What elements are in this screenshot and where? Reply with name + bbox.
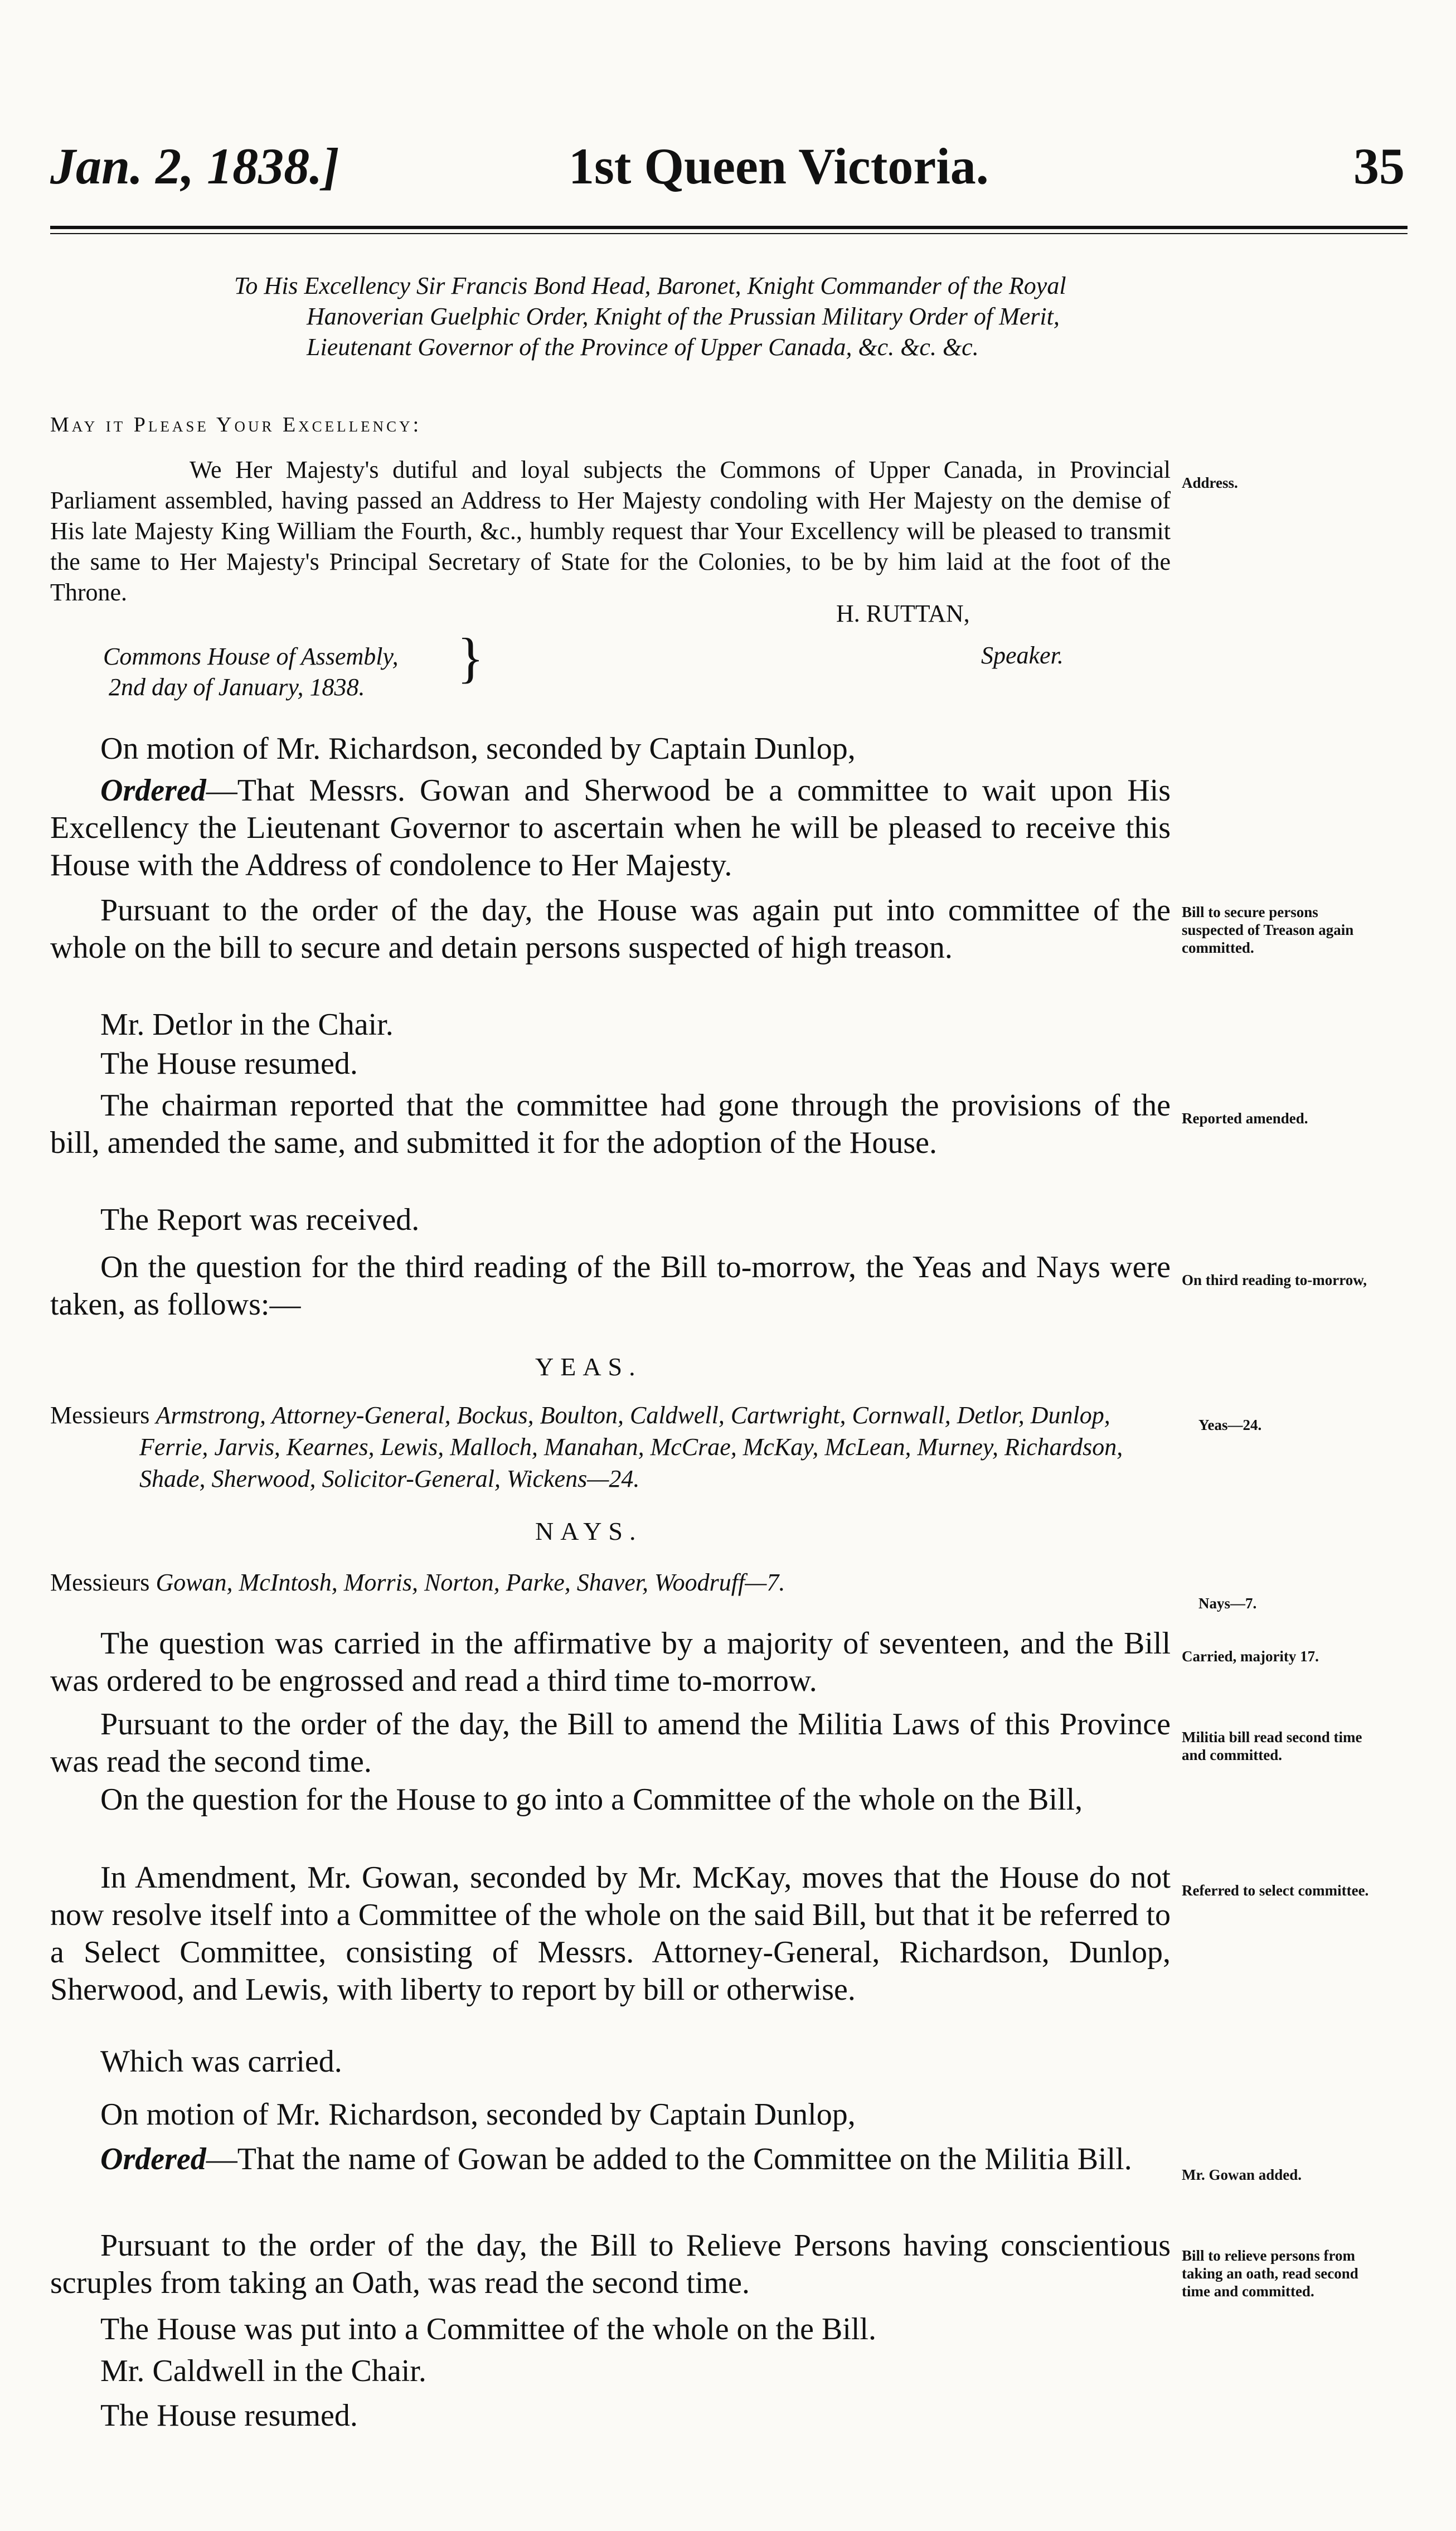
motion2-intro: On motion of Mr. Richardson, seconded by Captain Dunlop, [100, 2097, 856, 2132]
brace-glyph: } [457, 627, 484, 688]
sidenote-oath: Bill to relieve persons from taking an oath, read second time and committed. [1182, 2247, 1358, 2300]
treason-chair: Mr. Detlor in the Chair. [100, 1007, 394, 1042]
sidenote-carried: Carried, majority 17. [1182, 1648, 1319, 1665]
page-number: 35 [1353, 138, 1405, 195]
header-rule-thick [50, 226, 1408, 229]
address-body: We Her Majesty's dutiful and loyal subjects the Commons of Upper Canada, in Provincial Parliament assembled, having passed an Address to Her Majesty condoling with Her Majesty on the demise of His late Majesty King William the Fourth, &c., humbly request thar Your Excellency will be pleased to transmit the same to Her Majesty's Principal Secretary of State for the Colonies, to be by him laid at the foot of the Throne. [50, 456, 1171, 606]
commons-dateline: Commons House of Assembly, 2nd day of January, 1838. [103, 643, 399, 701]
treason-resumed: The House resumed. [100, 1046, 358, 1081]
motion1-intro: On motion of Mr. Richardson, seconded by Captain Dunlop, [100, 731, 856, 766]
speaker-name: H. RUTTAN, [836, 600, 970, 627]
sidenote-nays: Nays—7. [1198, 1595, 1257, 1612]
header-reign: 1st Queen Victoria. [569, 138, 989, 195]
treason-report: The chairman reported that the committee had gone through the provisions of the bill, amended the same, and submitted it for the adoption of the House. [50, 1088, 1171, 1160]
sidenote-treason: Bill to secure persons suspected of Treason again committed. [1182, 904, 1354, 956]
yeas-caption: YEAS. [535, 1352, 642, 1381]
sidenote-select-committee: Referred to select committee. [1182, 1882, 1369, 1899]
militia-question: On the question for the House to go into a Committee of the whole on the Bill, [100, 1782, 1083, 1817]
nays-list: Messieurs Gowan, McIntosh, Morris, Norton, Parke, Shaver, Woodruff—7. [50, 1569, 785, 1596]
sidenote-address: Address. [1182, 474, 1238, 491]
treason-text: Pursuant to the order of the day, the House was again put into committee of the whole on the bill to secure and detain persons suspected of high treason. [50, 893, 1171, 965]
treason-question: On the question for the third reading of the Bill to-morrow, the Yeas and Nays were taken, as follows:— [50, 1250, 1171, 1322]
oath-text: Pursuant to the order of the day, the Bill to Relieve Persons having conscientious scruples from taking an Oath, was read the second time. [50, 2228, 1171, 2300]
treason-received: The Report was received. [100, 1203, 420, 1237]
oath-committee: The House was put into a Committee of the whole on the Bill. [100, 2312, 876, 2346]
nays-caption: NAYS. [535, 1517, 643, 1545]
address-recipient: To His Excellency Sir Francis Bond Head, Baronet, Knight Commander of the Royal Hanoverian Guelphic Order, Knight of the Prussian Military Order of Merit, Lieutenant Governor of the Province of Upper Canada, &c. &c. &c. [234, 272, 1066, 361]
oath-chair: Mr. Caldwell in the Chair. [100, 2354, 426, 2388]
militia-carried: Which was carried. [100, 2044, 342, 2079]
speaker-title: Speaker. [981, 642, 1064, 669]
header-rule-thin [50, 233, 1408, 234]
sidenote-third-reading: On third reading to-morrow, [1182, 1272, 1367, 1288]
sidenote-gowan-added: Mr. Gowan added. [1182, 2166, 1302, 2183]
carried-text: The question was carried in the affirmative by a majority of seventeen, and the Bill was ordered to be engrossed and read a third time to-morrow. [50, 1626, 1171, 1698]
salutation: May it Please Your Excellency: [50, 413, 422, 437]
sidenote-reported: Reported amended. [1182, 1110, 1308, 1127]
sidenote-yeas: Yeas—24. [1198, 1417, 1262, 1433]
sidenote-militia: Militia bill read second time and committed. [1182, 1729, 1362, 1763]
motion2-ordered: Ordered—That the name of Gowan be added to the Committee on the Militia Bill. [100, 2142, 1132, 2176]
header-date: Jan. 2, 1838.] [50, 138, 339, 195]
oath-resumed: The House resumed. [100, 2398, 358, 2433]
militia-amendment: In Amendment, Mr. Gowan, seconded by Mr. McKay, moves that the House do not now resolve itself into a Committee of the whole on the said Bill, but that it be referred to a Select Committee, consisting of Messrs. Attorney-General, Richardson, Dunlop, Sherwood, and Lewis, with liberty to report by bill or otherwise. [50, 1860, 1171, 2007]
militia-text: Pursuant to the order of the day, the Bill to amend the Militia Laws of this Province was read the second time. [50, 1707, 1171, 1779]
yeas-list: Messieurs Armstrong, Attorney-General, Bockus, Boulton, Caldwell, Cartwright, Cornwall, Detlor, Dunlop, Ferrie, Jarvis, Kearnes, Lewis, Malloch, Manahan, McCrae, McKay, McLean, Murney, Richardson, Shade, Sherwood, Solicitor-General, Wickens—24. [50, 1402, 1123, 1492]
motion1-ordered: Ordered—That Messrs. Gowan and Sherwood be a committee to wait upon His Excellency the Lieutenant Governor to ascertain when he will be pleased to receive this House with the Address of condolence to Her Majesty. [50, 773, 1171, 883]
running-header [50, 137, 1405, 209]
